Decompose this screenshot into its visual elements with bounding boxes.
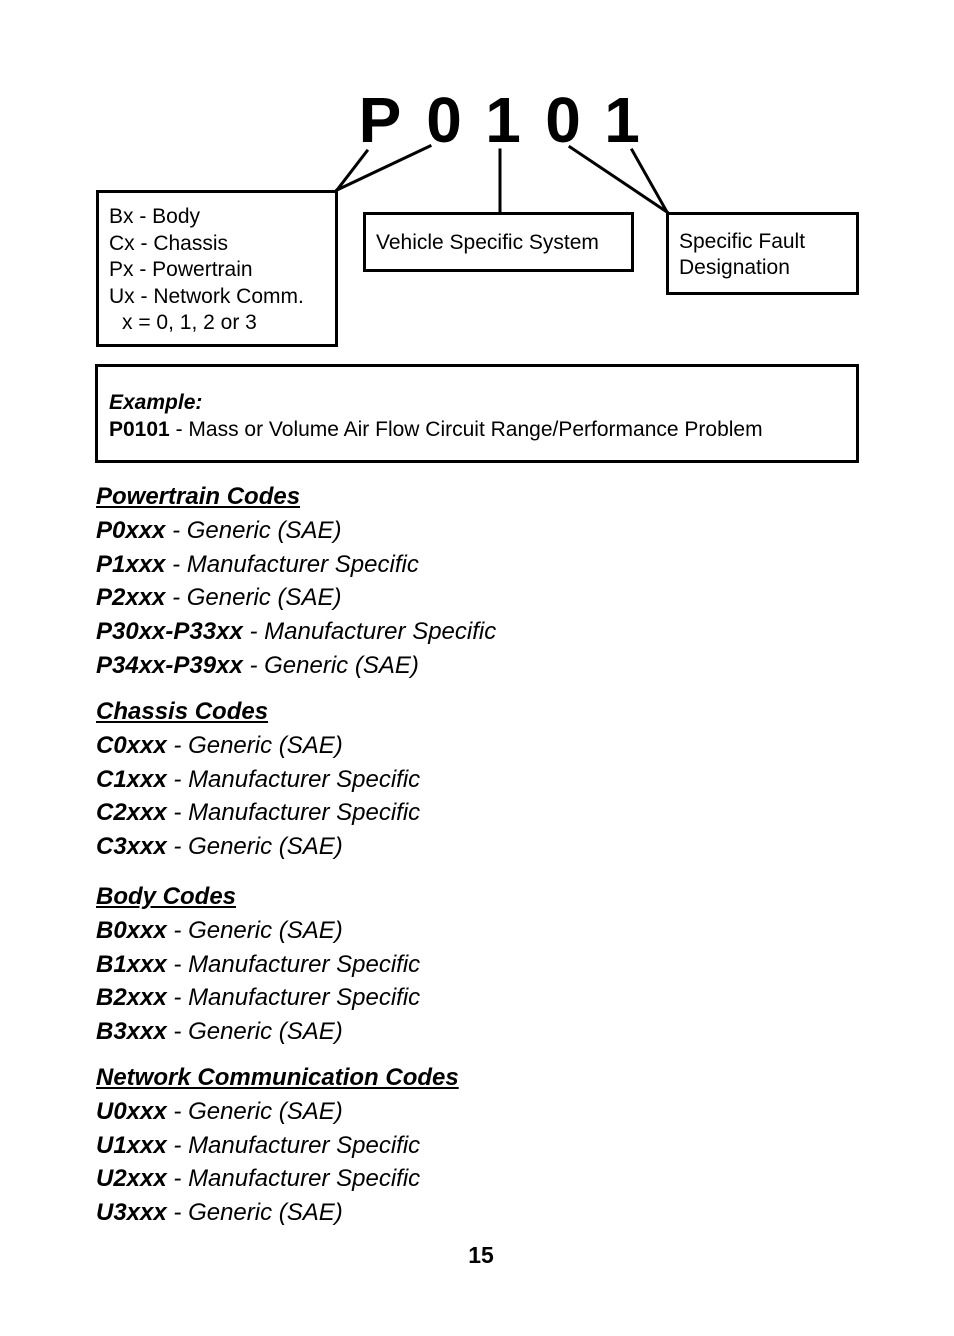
section-heading: Chassis Codes — [96, 698, 269, 725]
page-number: 15 — [468, 1242, 494, 1268]
code-row — [96, 615, 496, 649]
code-label: C2xxx — [96, 799, 167, 827]
section-heading: Body Codes — [96, 883, 237, 910]
code-description: - Manufacturer Specific — [165, 550, 419, 578]
code-label: P0xxx — [96, 517, 166, 544]
code-description: - Manufacturer Specific — [166, 1131, 421, 1159]
code-label: B3xxx — [96, 1018, 167, 1046]
code-description: - Generic (SAE) — [166, 833, 343, 861]
code-description: - Generic (SAE) — [166, 1199, 343, 1227]
category-x-values-line: x = 0, 1, 2 or 3 — [122, 311, 257, 334]
category-body-line: Bx - Body — [109, 205, 201, 228]
example-label: Example: — [109, 391, 203, 414]
code-row — [96, 1162, 459, 1196]
code-label: C1xxx — [96, 765, 167, 793]
network-codes-section — [96, 1061, 459, 1230]
code-label: P1xxx — [96, 550, 166, 578]
code-row — [96, 914, 420, 948]
code-row — [96, 1015, 420, 1049]
category-chassis-line: Cx - Chassis — [109, 231, 229, 255]
code-char-category: P — [358, 84, 402, 156]
code-description: - Manufacturer Specific — [166, 984, 421, 1012]
code-row — [96, 1196, 459, 1230]
chassis-codes-section — [96, 695, 420, 864]
code-label: U1xxx — [96, 1131, 167, 1159]
code-description: - Manufacturer Specific — [166, 1165, 421, 1193]
code-row — [96, 830, 420, 864]
powertrain-codes-section — [96, 480, 496, 682]
code-description: - Manufacturer Specific — [242, 618, 497, 646]
code-description: - Manufacturer Specific — [166, 765, 421, 793]
code-label: C0xxx — [96, 732, 167, 759]
section-heading: Network Communication Codes — [96, 1064, 459, 1091]
category-network-line: Ux - Network Comm. — [109, 284, 304, 308]
code-description: - Generic (SAE) — [165, 584, 342, 612]
fault-designation-box — [666, 212, 859, 295]
code-description: - Generic (SAE) — [166, 1018, 343, 1046]
code-char-fault-2: 1 — [604, 84, 640, 156]
category-legend-box — [96, 190, 338, 347]
code-label: B0xxx — [96, 917, 167, 944]
code-label: B1xxx — [96, 950, 167, 978]
code-description: - Generic (SAE) — [166, 1098, 343, 1125]
code-row — [96, 514, 496, 548]
code-description: - Manufacturer Specific — [166, 950, 421, 978]
code-label: U3xxx — [96, 1199, 167, 1227]
code-row — [96, 796, 420, 830]
code-label: U2xxx — [96, 1165, 167, 1193]
code-label: C3xxx — [96, 833, 167, 861]
section-heading: Powertrain Codes — [96, 483, 301, 510]
code-row — [96, 981, 420, 1015]
code-char-type: 0 — [426, 84, 462, 156]
connector-line-type — [337, 146, 430, 190]
body-codes-section — [96, 880, 420, 1049]
code-description: - Generic (SAE) — [165, 517, 342, 544]
code-label: U0xxx — [96, 1098, 167, 1125]
fault-designation-line-2: Designation — [679, 256, 790, 279]
code-char-fault-1: 0 — [545, 84, 581, 156]
code-row — [96, 1129, 459, 1163]
vehicle-system-label: Vehicle Specific System — [376, 231, 599, 254]
code-row — [96, 729, 420, 763]
code-description: - Generic (SAE) — [166, 732, 343, 759]
code-description: - Generic (SAE) — [242, 651, 419, 679]
code-char-system: 1 — [485, 84, 521, 156]
code-description: - Manufacturer Specific — [166, 799, 421, 827]
code-row — [96, 649, 496, 683]
code-label: B2xxx — [96, 984, 167, 1012]
code-row — [96, 948, 420, 982]
vehicle-system-box — [363, 212, 634, 272]
fault-designation-line-1: Specific Fault — [679, 230, 806, 253]
example-description: - Mass or Volume Air Flow Circuit Range/Performance Problem — [169, 418, 763, 441]
example-code: P0101 — [109, 418, 170, 441]
connector-line-fault-2 — [632, 150, 667, 212]
code-label: P30xx-P33xx — [96, 618, 243, 646]
code-row — [96, 1095, 459, 1129]
example-line — [109, 416, 856, 443]
code-row — [96, 763, 420, 797]
connector-line-fault-1 — [570, 147, 667, 212]
code-label: P2xxx — [96, 584, 166, 612]
code-row — [96, 581, 496, 615]
category-powertrain-line: Px - Powertrain — [109, 258, 253, 281]
code-label: P34xx-P39xx — [96, 651, 243, 679]
code-description: - Generic (SAE) — [166, 917, 343, 944]
example-box — [95, 364, 859, 463]
code-row — [96, 548, 496, 582]
